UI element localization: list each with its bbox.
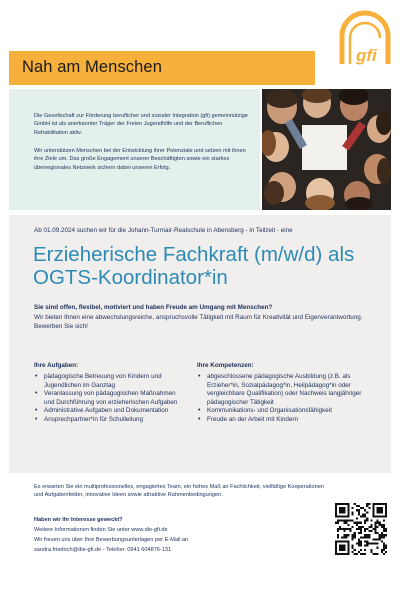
list-item: • Kommunikations- und Organisationsfähigkeit <box>197 407 372 416</box>
list-item: • pädagogische Betreuung von Kindern und Jugendlichen im Ganztag <box>34 373 184 390</box>
footer-contact-line[interactable]: sandra.friedrich@die-gfi.de - Telefon: 0941 604876-131 <box>34 547 172 553</box>
job-title: Erzieherische Fachkraft (m/w/d) als OGTS-Koordinator*in <box>33 243 355 289</box>
tagline: Nah am Menschen <box>22 58 162 76</box>
intro-paragraph-2: Wir unterstützen Menschen bei der Entwicklung ihrer Potenziale und setzen mit ihnen ihre Ziele um. Das große Engagement unserer Beschäftigten sowie ein starkes überregionales Netzwerk sichern dabei unseren Erfolg. <box>34 148 246 171</box>
job-question: Sie sind offen, flexibel, motiviert und haben Freude am Umgang mit Menschen? <box>34 304 273 311</box>
footer-info-link[interactable]: Weitere Informationen finden Sie unter www.die-gfi.de <box>34 527 168 533</box>
list-item: • Veranlassung von pädagogischen Maßnahmen und Durchführung von erzieherischen Aufgaben <box>34 390 184 407</box>
team-photo <box>262 89 391 210</box>
gfi-logo <box>336 6 394 66</box>
tasks-heading: Ihre Aufgaben: <box>34 362 79 369</box>
list-item: • Ansprechpartner*in für Schulleitung <box>34 416 184 425</box>
list-item: • Freude an der Arbeit mit Kindern <box>197 416 372 425</box>
skills-list <box>197 373 372 425</box>
skills-heading: Ihre Kompetenzen: <box>197 362 254 369</box>
list-item: • Administrative Aufgaben und Dokumentation <box>34 407 184 416</box>
tasks-list <box>34 373 184 425</box>
job-offer: Wir bieten Ihnen eine abwechslungsreiche, anspruchsvolle Tätigkeit mit Raum für Kreativität und Eigenverantwortung. Bewerben Sie sich! <box>34 314 363 330</box>
footer-question: Haben wir Ihr Interesse geweckt? <box>34 517 123 523</box>
svg-text:gfi: gfi <box>356 46 377 65</box>
job-intro-line: Ab 01.09.2024 suchen wir für die Johann-Turmair-Realschule in Abensberg - in Teilzeit - eine <box>34 227 293 234</box>
footer-text: Es erwarten Sie ein multiprofessionelles, engagiertes Team, ein hohes Maß an Fachlichkeit, vielfältige Kooperationen und Aufgabenfelder, innovative Ideen sowie attraktive Rahmenbedingungen. <box>34 484 324 499</box>
intro-paragraph-1: Die Gesellschaft zur Förderung beruflicher und sozialer Integration (gfi) gemeinnützige GmbH ist als anerkannter Träger der Freien Jugendhilfe und der Beruflichen Rehabilitation aktiv. <box>34 113 248 136</box>
list-item: • abgeschlossene pädagogische Ausbildung (z.B. als Erzieher*in, Sozialpädagog*in, Heilpädagog*in oder vergleichbare Qualifikation) oder Nachweis langjähriger pädagogischer Tätigkeit <box>197 373 372 407</box>
footer-application-line: Wir freuen uns über Ihre Bewerbungsunterlagen per E-Mail an <box>34 537 189 543</box>
qr-code[interactable] <box>335 503 387 555</box>
